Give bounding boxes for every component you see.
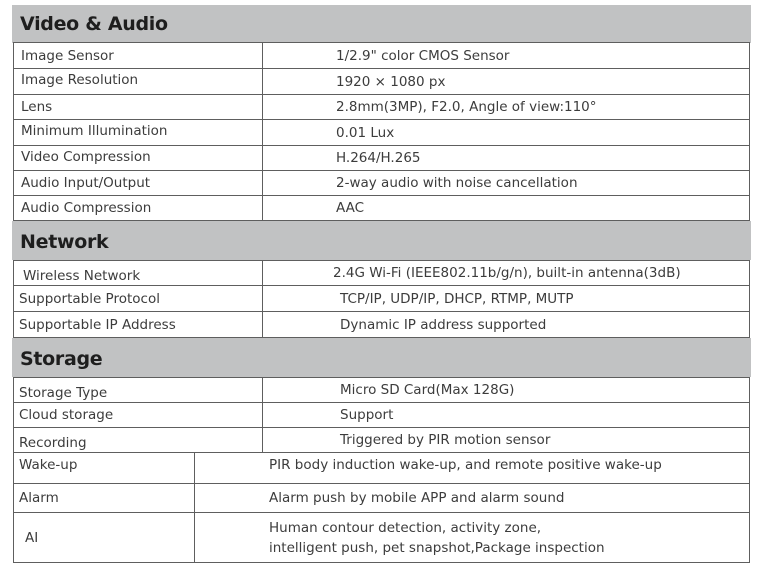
spec-label: Minimum Illumination — [21, 123, 168, 139]
spec-row — [13, 286, 750, 312]
column-divider — [262, 171, 263, 195]
spec-row — [13, 120, 750, 146]
spec-label: Wireless Network — [23, 268, 141, 284]
spec-row — [13, 513, 750, 563]
spec-label: Audio Compression — [21, 200, 152, 216]
spec-row — [13, 484, 750, 513]
spec-value: 1920 × 1080 px — [336, 73, 446, 90]
spec-row — [13, 428, 750, 453]
spec-label: Storage Type — [19, 385, 108, 401]
spec-label: Video Compression — [21, 149, 151, 165]
spec-value: Micro SD Card(Max 128G) — [340, 382, 515, 398]
spec-label: Supportable IP Address — [19, 316, 176, 333]
column-divider — [262, 261, 263, 285]
spec-label: Lens — [21, 99, 53, 115]
spec-row — [13, 377, 750, 403]
column-divider — [262, 196, 263, 220]
column-divider — [194, 513, 195, 562]
column-divider — [262, 286, 263, 311]
spec-label: Image Sensor — [21, 47, 114, 64]
spec-value: TCP/IP, UDP/IP, DHCP, RTMP, MUTP — [340, 290, 574, 307]
column-divider — [262, 428, 263, 452]
spec-label: Image Resolution — [21, 72, 139, 88]
spec-row — [13, 171, 750, 196]
column-divider — [262, 43, 263, 68]
spec-value: H.264/H.265 — [336, 150, 421, 166]
section-title: Video & Audio — [20, 13, 168, 35]
section-header-video-audio — [12, 5, 751, 43]
spec-label: Recording — [19, 435, 87, 451]
spec-value: AAC — [336, 200, 365, 216]
section-header-network — [12, 221, 751, 260]
spec-value-line: intelligent push, pet snapshot,Package inspection — [269, 539, 605, 556]
spec-label: Audio Input/Output — [21, 175, 151, 191]
spec-value: Triggered by PIR motion sensor — [340, 432, 551, 448]
spec-label: Supportable Protocol — [19, 290, 160, 307]
spec-value: Support — [340, 407, 394, 423]
spec-row — [13, 42, 750, 69]
spec-label: Alarm — [19, 490, 59, 506]
spec-value: Dynamic IP address supported — [340, 316, 547, 333]
spec-value: PIR body induction wake-up, and remote positive wake-up — [269, 457, 662, 473]
spec-row — [13, 403, 750, 428]
column-divider — [262, 403, 263, 427]
spec-row — [13, 196, 750, 221]
column-divider — [262, 95, 263, 119]
spec-label: AI — [25, 529, 39, 546]
spec-label: Cloud storage — [19, 407, 114, 423]
section-title: Storage — [20, 348, 103, 370]
section-title: Network — [20, 231, 109, 253]
column-divider — [262, 378, 263, 402]
spec-value: 0.01 Lux — [336, 124, 395, 141]
spec-row — [13, 312, 750, 338]
spec-value-multiline — [269, 513, 605, 562]
column-divider — [194, 484, 195, 512]
spec-row — [13, 453, 750, 484]
column-divider — [262, 312, 263, 337]
spec-value: Alarm push by mobile APP and alarm sound — [269, 490, 565, 506]
spec-value: 2.4G Wi-Fi (IEEE802.11b/g/n), built-in antenna(3dB) — [333, 265, 681, 281]
spec-row — [13, 95, 750, 120]
spec-value: 2.8mm(3MP), F2.0, Angle of view:110° — [336, 99, 597, 115]
spec-value: 2-way audio with noise cancellation — [336, 175, 578, 191]
section-header-storage — [12, 338, 751, 377]
column-divider — [262, 69, 263, 94]
column-divider — [262, 146, 263, 170]
spec-value: 1/2.9" color CMOS Sensor — [336, 47, 510, 64]
column-divider — [262, 120, 263, 145]
spec-row — [13, 260, 750, 286]
spec-row — [13, 69, 750, 95]
spec-row — [13, 146, 750, 171]
spec-value-line: Human contour detection, activity zone, — [269, 519, 542, 536]
column-divider — [194, 453, 195, 483]
spec-label: Wake-up — [19, 457, 78, 473]
